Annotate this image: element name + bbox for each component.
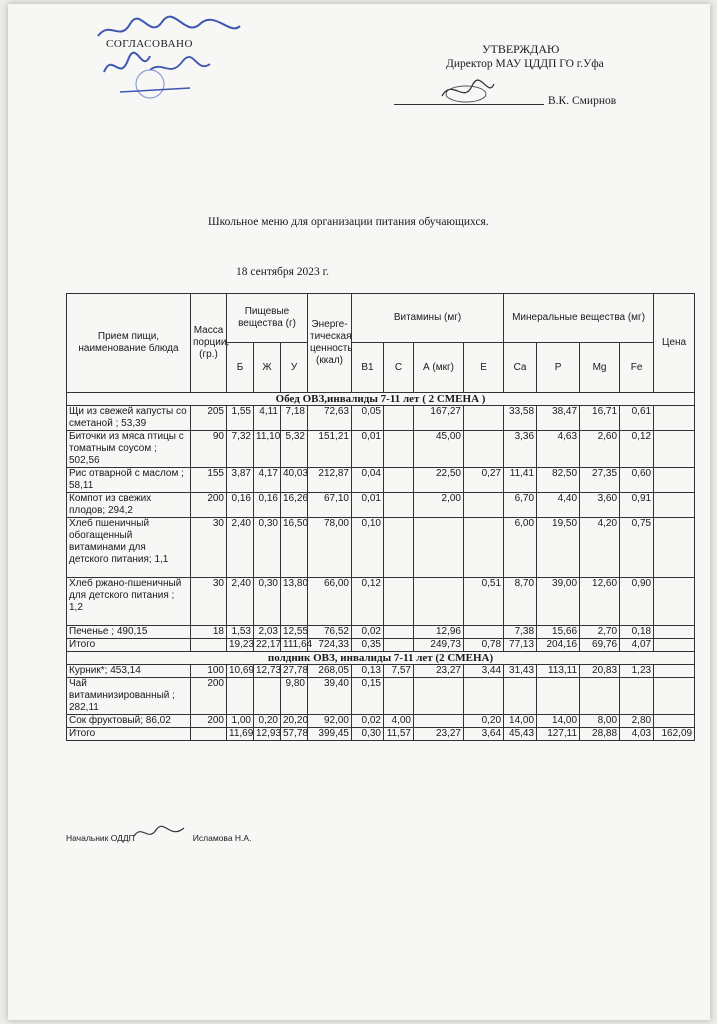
agreement-signature-stamp [90, 12, 250, 102]
cell-mass [191, 728, 227, 741]
table-row [67, 626, 695, 639]
cell-mass: 205 [191, 406, 227, 431]
cell-c: 7,57 [384, 665, 414, 678]
cell-p: 113,11 [537, 665, 580, 678]
cell-zh: 22,17 [254, 639, 281, 652]
cell-energy: 39,40 [308, 678, 352, 715]
cell-b1: 0,05 [352, 406, 384, 431]
cell-mass: 18 [191, 626, 227, 639]
header-nutrients: Пищевые вещества (г) [227, 294, 308, 343]
table-row [67, 715, 695, 728]
cell-c: 11,57 [384, 728, 414, 741]
cell-energy: 268,05 [308, 665, 352, 678]
header-u: У [281, 343, 308, 393]
cell-fe: 1,23 [620, 665, 654, 678]
cell-price [654, 639, 695, 652]
cell-b1: 0,01 [352, 431, 384, 468]
cell-ca: 11,41 [504, 468, 537, 493]
cell-b: 2,40 [227, 518, 254, 578]
cell-b: 1,00 [227, 715, 254, 728]
cell-fe: 4,07 [620, 639, 654, 652]
cell-energy: 212,87 [308, 468, 352, 493]
cell-u: 16,50 [281, 518, 308, 578]
cell-e: 0,78 [464, 639, 504, 652]
cell-name: Щи из свежей капусты со сметаной ; 53,39 [67, 406, 191, 431]
header-b1: В1 [352, 343, 384, 393]
header-zh: Ж [254, 343, 281, 393]
cell-zh: 0,16 [254, 493, 281, 518]
cell-fe [620, 678, 654, 715]
cell-zh: 0,30 [254, 578, 281, 626]
cell-p: 82,50 [537, 468, 580, 493]
cell-mg: 16,71 [580, 406, 620, 431]
cell-ca [504, 678, 537, 715]
cell-c [384, 406, 414, 431]
cell-energy: 151,21 [308, 431, 352, 468]
cell-price [654, 493, 695, 518]
cell-fe: 0,60 [620, 468, 654, 493]
menu-table [66, 293, 695, 741]
cell-e: 3,44 [464, 665, 504, 678]
cell-mg: 28,88 [580, 728, 620, 741]
cell-b: 10,69 [227, 665, 254, 678]
cell-a [414, 578, 464, 626]
cell-name: Хлеб пшеничный обогащенный витаминами для детского питания; 1,1 [67, 518, 191, 578]
cell-p: 15,66 [537, 626, 580, 639]
footer-name: Исламова Н.А. [192, 833, 252, 843]
cell-c [384, 626, 414, 639]
header-mass: Масса порции, (гр.) [191, 294, 227, 393]
cell-ca: 7,38 [504, 626, 537, 639]
section-title: Обед ОВЗ,инвалиды 7-11 лет ( 2 СМЕНА ) [67, 393, 695, 406]
cell-b1: 0,04 [352, 468, 384, 493]
cell-c [384, 431, 414, 468]
cell-name: Компот из свежих плодов; 294,2 [67, 493, 191, 518]
cell-mg: 20,83 [580, 665, 620, 678]
cell-ca: 45,43 [504, 728, 537, 741]
cell-energy: 78,00 [308, 518, 352, 578]
cell-b: 0,16 [227, 493, 254, 518]
section-title-row [67, 393, 695, 406]
table-row [67, 678, 695, 715]
cell-p [537, 678, 580, 715]
cell-b1: 0,10 [352, 518, 384, 578]
cell-energy: 66,00 [308, 578, 352, 626]
cell-price [654, 578, 695, 626]
cell-name: Биточки из мяса птицы с томатным соусом ; 502,56 [67, 431, 191, 468]
cell-p: 39,00 [537, 578, 580, 626]
section-title-row [67, 652, 695, 665]
cell-c [384, 578, 414, 626]
cell-b1: 0,02 [352, 626, 384, 639]
cell-p: 4,63 [537, 431, 580, 468]
cell-e [464, 431, 504, 468]
cell-price [654, 678, 695, 715]
cell-mg [580, 678, 620, 715]
cell-e [464, 678, 504, 715]
cell-e: 0,51 [464, 578, 504, 626]
cell-c [384, 639, 414, 652]
table-row [67, 493, 695, 518]
cell-u: 7,18 [281, 406, 308, 431]
table-row [67, 578, 695, 626]
cell-fe: 4,03 [620, 728, 654, 741]
cell-c [384, 678, 414, 715]
menu-table-body [67, 393, 695, 741]
cell-e [464, 518, 504, 578]
footer-position: Начальник ОДДП [66, 833, 135, 843]
cell-mg: 8,00 [580, 715, 620, 728]
cell-price: 162,09 [654, 728, 695, 741]
cell-e: 3,64 [464, 728, 504, 741]
cell-zh [254, 678, 281, 715]
cell-b1: 0,01 [352, 493, 384, 518]
cell-e [464, 626, 504, 639]
cell-mg: 3,60 [580, 493, 620, 518]
cell-b1: 0,13 [352, 665, 384, 678]
total-row [67, 639, 695, 652]
cell-b: 1,53 [227, 626, 254, 639]
cell-energy: 72,63 [308, 406, 352, 431]
cell-u: 111,64 [281, 639, 308, 652]
header-c: С [384, 343, 414, 393]
cell-a: 45,00 [414, 431, 464, 468]
cell-b: 19,23 [227, 639, 254, 652]
cell-name: Рис отварной с маслом ; 58,11 [67, 468, 191, 493]
cell-zh: 0,30 [254, 518, 281, 578]
cell-e [464, 406, 504, 431]
director-signature [438, 74, 498, 108]
cell-a: 23,27 [414, 665, 464, 678]
agreed-label: СОГЛАСОВАНО [106, 38, 193, 50]
cell-mg: 69,76 [580, 639, 620, 652]
cell-u: 20,20 [281, 715, 308, 728]
cell-energy: 67,10 [308, 493, 352, 518]
cell-mass: 200 [191, 715, 227, 728]
header-ca: Са [504, 343, 537, 393]
cell-zh: 11,10 [254, 431, 281, 468]
cell-e: 0,20 [464, 715, 504, 728]
cell-mass [191, 639, 227, 652]
total-row [67, 728, 695, 741]
cell-u: 16,26 [281, 493, 308, 518]
cell-p: 38,47 [537, 406, 580, 431]
header-b: Б [227, 343, 254, 393]
cell-zh: 12,93 [254, 728, 281, 741]
table-row [67, 665, 695, 678]
cell-fe: 2,80 [620, 715, 654, 728]
cell-b: 3,87 [227, 468, 254, 493]
cell-b1: 0,15 [352, 678, 384, 715]
approved-label: УТВЕРЖДАЮ [482, 42, 560, 56]
cell-energy: 724,33 [308, 639, 352, 652]
cell-p: 19,50 [537, 518, 580, 578]
cell-b: 7,32 [227, 431, 254, 468]
cell-b: 2,40 [227, 578, 254, 626]
cell-zh: 4,17 [254, 468, 281, 493]
cell-a [414, 518, 464, 578]
header-minerals: Минеральные вещества (мг) [504, 294, 654, 343]
footer-signature-block [66, 833, 251, 843]
cell-ca: 77,13 [504, 639, 537, 652]
cell-zh: 0,20 [254, 715, 281, 728]
header-price: Цена [654, 294, 695, 393]
cell-mass: 100 [191, 665, 227, 678]
cell-b: 11,69 [227, 728, 254, 741]
director-title: Директор МАУ ЦДДП ГО г.Уфа [446, 58, 604, 70]
cell-a: 2,00 [414, 493, 464, 518]
cell-p: 4,40 [537, 493, 580, 518]
cell-a: 12,96 [414, 626, 464, 639]
cell-zh: 4,11 [254, 406, 281, 431]
cell-c [384, 518, 414, 578]
table-row [67, 431, 695, 468]
header-e: Е [464, 343, 504, 393]
cell-mass: 30 [191, 578, 227, 626]
cell-mass: 200 [191, 493, 227, 518]
cell-ca: 3,36 [504, 431, 537, 468]
cell-u: 27,78 [281, 665, 308, 678]
cell-p: 127,11 [537, 728, 580, 741]
cell-b [227, 678, 254, 715]
cell-c [384, 468, 414, 493]
cell-a: 22,50 [414, 468, 464, 493]
cell-p: 14,00 [537, 715, 580, 728]
director-name: В.К. Смирнов [548, 95, 617, 107]
cell-price [654, 518, 695, 578]
cell-c [384, 493, 414, 518]
cell-price [654, 406, 695, 431]
cell-a: 167,27 [414, 406, 464, 431]
cell-price [654, 468, 695, 493]
cell-mg: 12,60 [580, 578, 620, 626]
cell-e: 0,27 [464, 468, 504, 493]
cell-mass: 30 [191, 518, 227, 578]
cell-price [654, 665, 695, 678]
cell-b: 1,55 [227, 406, 254, 431]
cell-u: 12,55 [281, 626, 308, 639]
cell-b1: 0,30 [352, 728, 384, 741]
cell-ca: 31,43 [504, 665, 537, 678]
cell-price [654, 626, 695, 639]
header-a: А (мкг) [414, 343, 464, 393]
cell-name: Печенье ; 490,15 [67, 626, 191, 639]
cell-price [654, 715, 695, 728]
cell-b1: 0,35 [352, 639, 384, 652]
cell-u: 57,78 [281, 728, 308, 741]
cell-a: 23,27 [414, 728, 464, 741]
cell-mg: 2,60 [580, 431, 620, 468]
cell-u: 5,32 [281, 431, 308, 468]
cell-energy: 399,45 [308, 728, 352, 741]
section-title: полдник ОВЗ, инвалиды 7-11 лет (2 СМЕНА) [67, 652, 695, 665]
cell-fe: 0,61 [620, 406, 654, 431]
cell-ca: 6,00 [504, 518, 537, 578]
cell-b1: 0,12 [352, 578, 384, 626]
cell-fe: 0,90 [620, 578, 654, 626]
cell-fe: 0,18 [620, 626, 654, 639]
document-date: 18 сентября 2023 г. [236, 266, 329, 278]
cell-b1: 0,02 [352, 715, 384, 728]
cell-fe: 0,75 [620, 518, 654, 578]
cell-u: 40,03 [281, 468, 308, 493]
cell-mg: 2,70 [580, 626, 620, 639]
cell-a: 249,73 [414, 639, 464, 652]
header-fe: Fe [620, 343, 654, 393]
cell-zh: 12,73 [254, 665, 281, 678]
document-page [8, 4, 710, 1020]
cell-price [654, 431, 695, 468]
cell-fe: 0,12 [620, 431, 654, 468]
cell-zh: 2,03 [254, 626, 281, 639]
cell-mass: 200 [191, 678, 227, 715]
cell-ca: 33,58 [504, 406, 537, 431]
cell-u: 9,80 [281, 678, 308, 715]
header-mg: Mg [580, 343, 620, 393]
cell-energy: 92,00 [308, 715, 352, 728]
cell-mass: 90 [191, 431, 227, 468]
cell-name: Итого [67, 639, 191, 652]
cell-e [464, 493, 504, 518]
header-dish: Прием пищи, наименование блюда [67, 294, 191, 393]
cell-mg: 4,20 [580, 518, 620, 578]
cell-mg: 27,35 [580, 468, 620, 493]
cell-mass: 155 [191, 468, 227, 493]
cell-name: Итого [67, 728, 191, 741]
cell-name: Курник*; 453,14 [67, 665, 191, 678]
signature-line [394, 104, 544, 105]
header-energy: Энерге-тическая ценность (ккал) [308, 294, 352, 393]
cell-name: Хлеб ржано-пшеничный для детского питания ; 1,2 [67, 578, 191, 626]
header-vitamins: Витамины (мг) [352, 294, 504, 343]
document-title: Школьное меню для организации питания обучающихся. [208, 216, 489, 228]
cell-ca: 14,00 [504, 715, 537, 728]
cell-fe: 0,91 [620, 493, 654, 518]
table-row [67, 468, 695, 493]
cell-name: Сок фруктовый; 86,02 [67, 715, 191, 728]
cell-ca: 6,70 [504, 493, 537, 518]
cell-name: Чай витаминизированный ; 282,11 [67, 678, 191, 715]
header-p: Р [537, 343, 580, 393]
cell-a [414, 678, 464, 715]
cell-c: 4,00 [384, 715, 414, 728]
cell-p: 204,16 [537, 639, 580, 652]
cell-u: 13,80 [281, 578, 308, 626]
table-row [67, 406, 695, 431]
cell-energy: 76,52 [308, 626, 352, 639]
cell-ca: 8,70 [504, 578, 537, 626]
table-row [67, 518, 695, 578]
cell-a [414, 715, 464, 728]
